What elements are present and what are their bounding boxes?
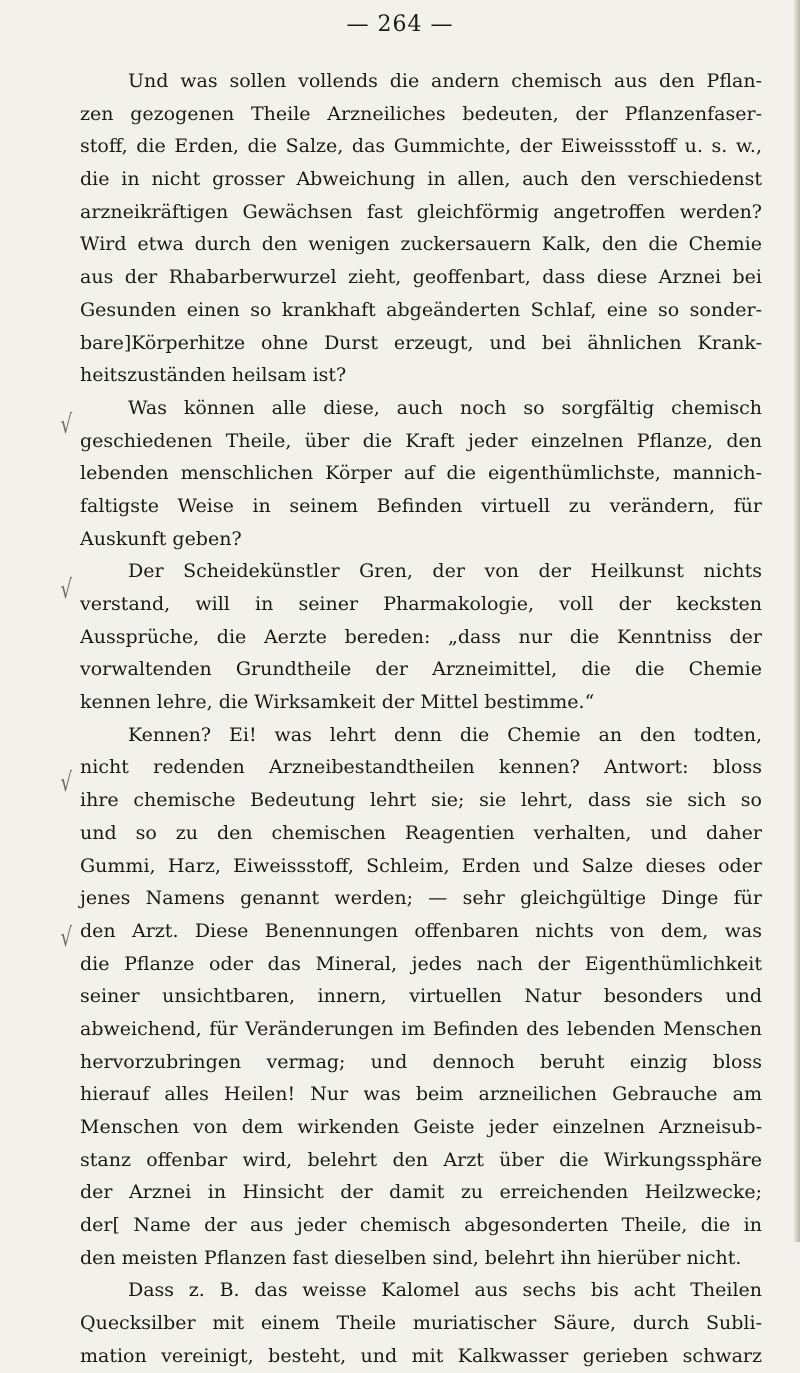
text-line: der Arznei in Hinsicht der damit zu erreichenden Heilzwecke; [80, 1181, 762, 1204]
text-line: heitszuständen heilsam ist? [80, 364, 347, 387]
text-line: die Pflanze oder das Mineral, jedes nach der Eigenthümlichkeit [80, 952, 762, 975]
margin-check-mark: √ [60, 410, 73, 440]
text-line: arzneikräftigen Gewächsen fast gleichförmig angetroffen werden? [80, 200, 762, 223]
text-line: Und was sollen vollends die andern chemisch aus den Pflan- [128, 70, 762, 92]
text-line: Wird etwa durch den wenigen zuckersauern Kalk, den die Chemie [80, 233, 762, 256]
margin-check-mark: √ [60, 923, 73, 953]
text-line: vorwaltenden Grundtheile der Arzneimittel, die die Chemie [80, 658, 762, 681]
text-line: hierauf alles Heilen! Nur was beim arzneilichen Gebrauche am [80, 1083, 762, 1106]
text-line: kennen lehre, die Wirksamkeit der Mittel bestimme.“ [80, 691, 595, 714]
text-line: und so zu den chemischen Reagentien verhalten, und daher [80, 821, 762, 844]
text-line: ihre chemische Bedeutung lehrt sie; sie lehrt, dass sie sich so [80, 789, 762, 812]
margin-check-mark: √ [60, 768, 73, 798]
page-number: — 264 — [346, 12, 454, 37]
text-line: geschiedenen Theile, über die Kraft jeder einzelnen Pflanze, den [80, 429, 762, 452]
margin-check-mark: √ [60, 575, 73, 605]
text-line: jenes Namens genannt werden; — sehr gleichgültige Dinge für [80, 887, 762, 910]
text-line: abweichend, für Veränderungen im Befinden des lebenden Menschen [80, 1017, 762, 1040]
text-line: stoff, die Erden, die Salze, das Gummichte, der Eiweissstoff u. s. w., [80, 135, 762, 158]
text-line: Aussprüche, die Aerzte bereden: „dass nur die Kenntniss der [80, 625, 762, 648]
text-line: Quecksilber mit einem Theile muriatischer Säure, durch Subli- [80, 1312, 762, 1335]
text-line: Kennen? Ei! was lehrt denn die Chemie an den todten, [128, 723, 762, 746]
text-line: zen gezogenen Theile Arzneiliches bedeuten, der Pflanzenfaser- [80, 102, 762, 125]
text-line: lebenden menschlichen Körper auf die eigenthümlichste, mannich- [80, 462, 762, 485]
text-line: Gesunden einen so krankhaft abgeänderten Schlaf, eine so sonder- [80, 298, 762, 321]
text-line: hervorzubringen vermag; und dennoch beruht einzig bloss [80, 1050, 762, 1073]
text-line: Der Scheidekünstler Gren, der von der Heilkunst nichts [128, 560, 762, 583]
text-line: stanz offenbar wird, belehrt den Arzt über die Wirkungssphäre [80, 1148, 762, 1171]
text-line: Menschen von dem wirkenden Geiste jeder einzelnen Arzneisub- [80, 1116, 762, 1138]
text-line: mation vereinigt, besteht, und mit Kalkwasser gerieben schwarz [80, 1344, 762, 1367]
text-line: der[ Name der aus jeder chemisch abgesonderten Theile, die in [80, 1214, 762, 1237]
text-line: nicht redenden Arzneibestandtheilen kennen? Antwort: bloss [80, 756, 762, 779]
text-line: die in nicht grosser Abweichung in allen, auch den verschiedenst [80, 168, 762, 191]
text-line: aus der Rhabarberwurzel zieht, geoffenbart, dass diese Arznei bei [80, 266, 762, 289]
text-line: Gummi, Harz, Eiweissstoff, Schleim, Erden und Salze dieses oder [80, 854, 762, 877]
text-line: Auskunft geben? [80, 527, 242, 550]
text-line: faltigste Weise in seinem Befinden virtuell zu verändern, für [80, 494, 762, 517]
text-line: verstand, will in seiner Pharmakologie, voll der kecksten [80, 593, 762, 615]
text-line: seiner unsichtbaren, innern, virtuellen Natur besonders und [80, 985, 762, 1008]
page-edge-shadow [794, 0, 800, 1242]
text-line: den meisten Pflanzen fast dieselben sind, belehrt ihn hierüber nicht. [80, 1246, 742, 1269]
text-line: Was können alle diese, auch noch so sorgfältig chemisch [128, 396, 762, 419]
text-line: den Arzt. Diese Benennungen offenbaren nichts von dem, was [80, 919, 762, 942]
text-line: bare]Körperhitze ohne Durst erzeugt, und bei ähnlichen Krank- [80, 331, 762, 354]
body-text [80, 65, 762, 1373]
text-line: Dass z. B. das weisse Kalomel aus sechs bis acht Theilen [128, 1279, 762, 1302]
